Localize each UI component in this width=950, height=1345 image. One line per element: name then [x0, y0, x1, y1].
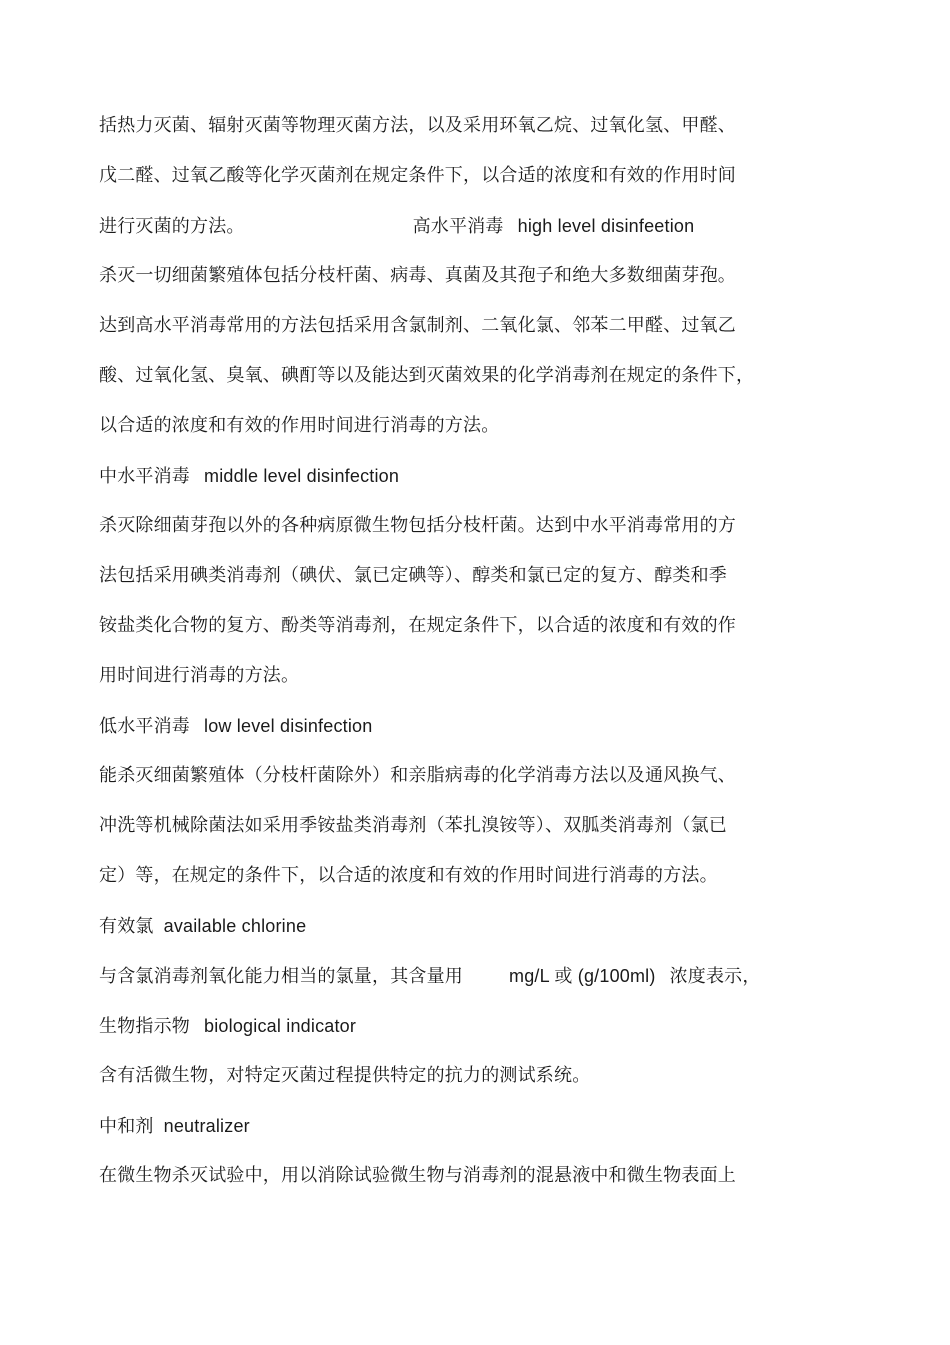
text-line: [99, 664, 299, 688]
term-heading: 有效氯: [99, 916, 154, 937]
text-span: 冲洗等机械除菌法如采用季铵盐类消毒剂（苯扎溴铵等）、双胍类消毒剂（氯已: [99, 815, 727, 836]
text-line: [99, 764, 736, 788]
text-span: 铵盐类化合物的复方、酚类等消毒剂，在规定条件下，以合适的浓度和有效的作: [99, 615, 736, 636]
term-heading: 中和剂: [99, 1116, 154, 1137]
term-heading: 高水平消毒: [412, 216, 504, 237]
term-heading-english: biological indicator: [204, 1016, 357, 1036]
unit-text: mg/L 或 (g/100ml): [509, 966, 656, 986]
text-span: 以合适的浓度和有效的作用时间进行消毒的方法。: [99, 415, 500, 436]
term-line: [99, 714, 372, 739]
text-span: 杀灭一切细菌繁殖体包括分枝杆菌、病毒、真菌及其孢子和绝大多数细菌芽孢。: [99, 265, 736, 286]
text-span: 进行灭菌的方法。: [99, 216, 245, 237]
text-span: 含有活微生物，对特定灭菌过程提供特定的抗力的测试系统。: [99, 1065, 591, 1086]
text-span: 杀灭除细菌芽孢以外的各种病原微生物包括分枝杆菌。达到中水平消毒常用的方: [99, 515, 736, 536]
text-span: 与含氯消毒剂氧化能力相当的氯量，其含量用: [99, 966, 463, 987]
text-line: [99, 164, 736, 188]
term-heading-english: middle level disinfection: [204, 466, 400, 486]
text-line: [99, 864, 718, 888]
text-span: 法包括采用碘类消毒剂（碘伏、氯已定碘等）、醇类和氯已定的复方、醇类和季: [99, 565, 727, 586]
text-line: [99, 564, 727, 588]
text-line: [99, 814, 727, 838]
text-line: [99, 1064, 590, 1088]
text-line: [99, 364, 754, 388]
text-span: 达到高水平消毒常用的方法包括采用含氯制剂、二氧化氯、邻苯二甲醛、过氧乙: [99, 315, 736, 336]
term-heading-english: available chlorine: [163, 916, 307, 936]
term-heading-english: low level disinfection: [204, 716, 373, 736]
text-line: [99, 264, 736, 288]
text-span: 戊二醛、过氧乙酸等化学灭菌剂在规定条件下，以合适的浓度和有效的作用时间: [99, 165, 736, 186]
text-line: [99, 114, 736, 138]
term-heading: 低水平消毒: [99, 716, 190, 737]
text-span: 能杀灭细菌繁殖体（分枝杆菌除外）和亲脂病毒的化学消毒方法以及通风换气、: [99, 765, 736, 786]
text-line: [99, 214, 694, 239]
text-span: 用时间进行消毒的方法。: [99, 665, 300, 686]
term-heading: 生物指示物: [99, 1016, 190, 1037]
term-heading-english: high level disinfeetion: [517, 216, 695, 236]
text-span: 定）等，在规定的条件下，以合适的浓度和有效的作用时间进行消毒的方法。: [99, 865, 718, 886]
term-line: [99, 914, 306, 939]
text-line: [99, 614, 736, 638]
text-span: 酸、过氧化氢、臭氧、碘酊等以及能达到灭菌效果的化学消毒剂在规定的条件下，: [99, 365, 755, 386]
term-line: [99, 1114, 250, 1139]
text-span: 浓度表示，: [669, 966, 761, 987]
text-span: 在微生物杀灭试验中，用以消除试验微生物与消毒剂的混悬液中和微生物表面上: [99, 1165, 736, 1186]
text-line: [99, 1164, 736, 1188]
text-span: 括热力灭菌、辐射灭菌等物理灭菌方法，以及采用环氧乙烷、过氧化氢、甲醛、: [99, 115, 736, 136]
text-line: [99, 964, 761, 989]
text-line: [99, 314, 736, 338]
term-line: [99, 464, 399, 489]
text-line: [99, 514, 736, 538]
term-heading-english: neutralizer: [163, 1116, 250, 1136]
term-line: [99, 1014, 356, 1039]
term-heading: 中水平消毒: [99, 466, 190, 487]
text-line: [99, 414, 499, 438]
